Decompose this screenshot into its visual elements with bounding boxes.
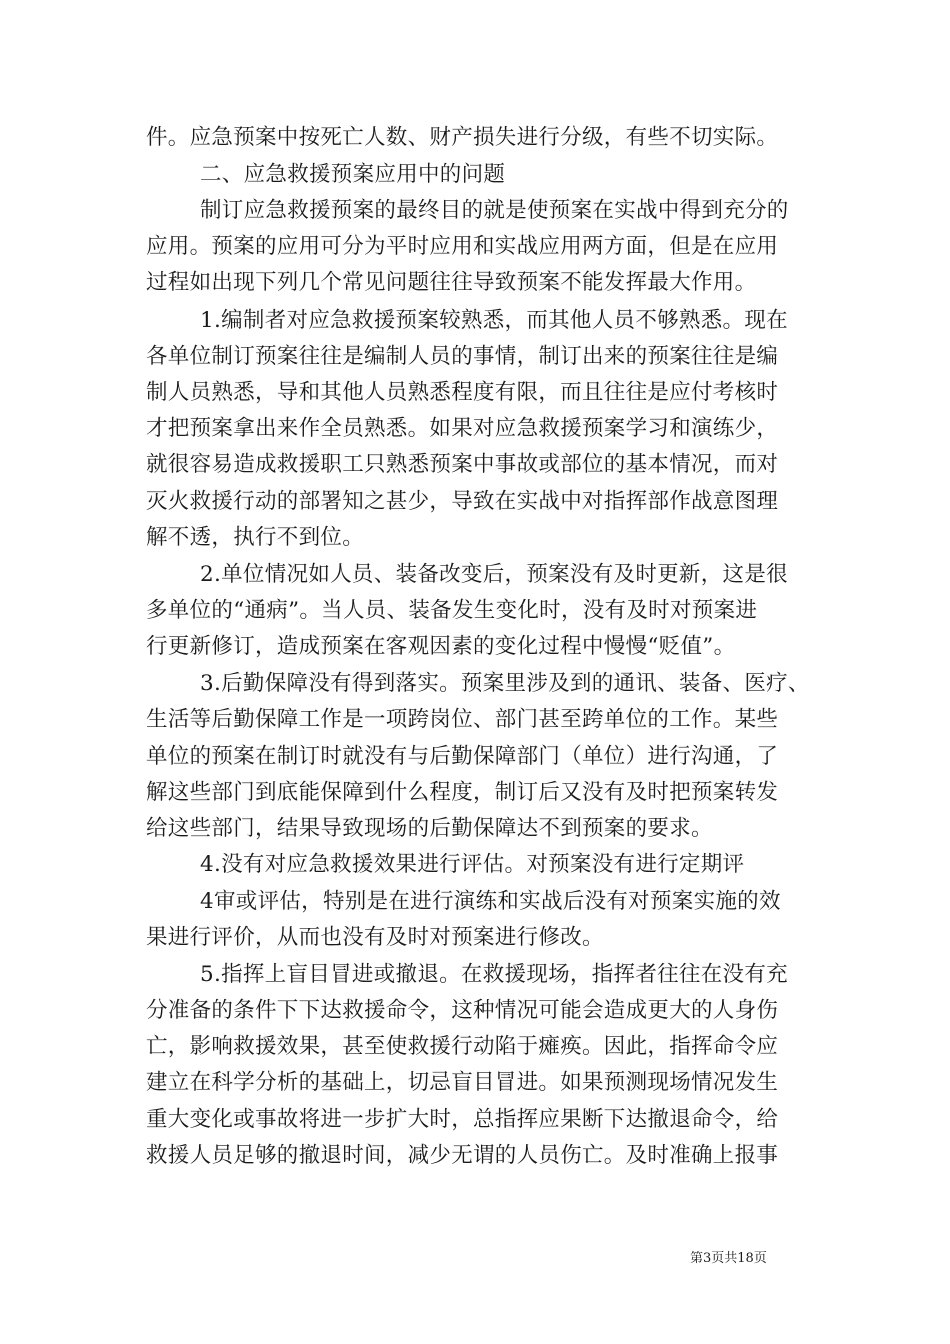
text-line: 单位的预案在制订时就没有与后勤保障部门（单位）进行沟通，了	[146, 744, 779, 769]
text-line: 1.编制者对应急救援预案较熟悉，而其他人员不够熟悉。现在	[200, 308, 788, 333]
text-line: 各单位制订预案往往是编制人员的事情，制订出来的预案往往是编	[146, 344, 779, 369]
text-line: 就很容易造成救援职工只熟悉预案中事故或部位的基本情况，而对	[146, 452, 779, 477]
text-line: 多单位的“通病”。当人员、装备发生变化时，没有及时对预案进	[146, 598, 758, 623]
text-line: 过程如出现下列几个常见问题往往导致预案不能发挥最大作用。	[146, 270, 757, 295]
text-line: 果进行评价，从而也没有及时对预案进行修改。	[146, 925, 604, 950]
text-line: 分准备的条件下下达救援命令，这种情况可能会造成更大的人身伤	[146, 998, 779, 1023]
text-line: 2.单位情况如人员、装备改变后，预案没有及时更新，这是很	[200, 562, 788, 587]
page-number-footer: 第3页共18页	[690, 1251, 767, 1266]
text-line: 解这些部门到底能保障到什么程度，制订后又没有及时把预案转发	[146, 780, 779, 805]
text-line: 件。应急预案中按死亡人数、财产损失进行分级，有些不切实际。	[146, 125, 779, 150]
text-line: 才把预案拿出来作全员熟悉。如果对应急救援预案学习和演练少，	[146, 416, 779, 441]
text-line: 制订应急救援预案的最终目的就是使预案在实战中得到充分的	[200, 198, 789, 223]
text-line: 生活等后勤保障工作是一项跨岗位、部门甚至跨单位的工作。某些	[146, 707, 779, 732]
text-line: 建立在科学分析的基础上，切忌盲目冒进。如果预测现场情况发生	[146, 1070, 779, 1095]
text-line: 重大变化或事故将进一步扩大时，总指挥应果断下达撤退命令，给	[146, 1107, 779, 1132]
text-line: 4审或评估，特别是在进行演练和实战后没有对预案实施的效	[200, 889, 781, 914]
section-heading: 二、应急救援预案应用中的问题	[200, 162, 506, 187]
text-line: 亡，影响救援效果，甚至使救援行动陷于瘫痪。因此，指挥命令应	[146, 1034, 779, 1059]
text-line: 救援人员足够的撤退时间，减少无谓的人员伤亡。及时准确上报事	[146, 1143, 779, 1168]
text-line: 制人员熟悉，导和其他人员熟悉程度有限，而且往往是应付考核时	[146, 380, 779, 405]
text-line: 5.指挥上盲目冒进或撤退。在救援现场，指挥者往往在没有充	[200, 962, 788, 987]
text-line: 行更新修订，造成预案在客观因素的变化过程中慢慢“贬值”。	[146, 634, 736, 659]
text-line: 应用。预案的应用可分为平时应用和实战应用两方面，但是在应用	[146, 234, 779, 259]
text-line: 4.没有对应急救援效果进行评估。对预案没有进行定期评	[200, 852, 745, 877]
text-line: 灭火救援行动的部署知之甚少，导致在实战中对指挥部作战意图理	[146, 489, 779, 514]
text-line: 给这些部门，结果导致现场的后勤保障达不到预案的要求。	[146, 816, 713, 841]
text-line: 3.后勤保障没有得到落实。预案里涉及到的通讯、装备、医疗、	[200, 671, 810, 696]
text-line: 解不透，执行不到位。	[146, 525, 365, 550]
